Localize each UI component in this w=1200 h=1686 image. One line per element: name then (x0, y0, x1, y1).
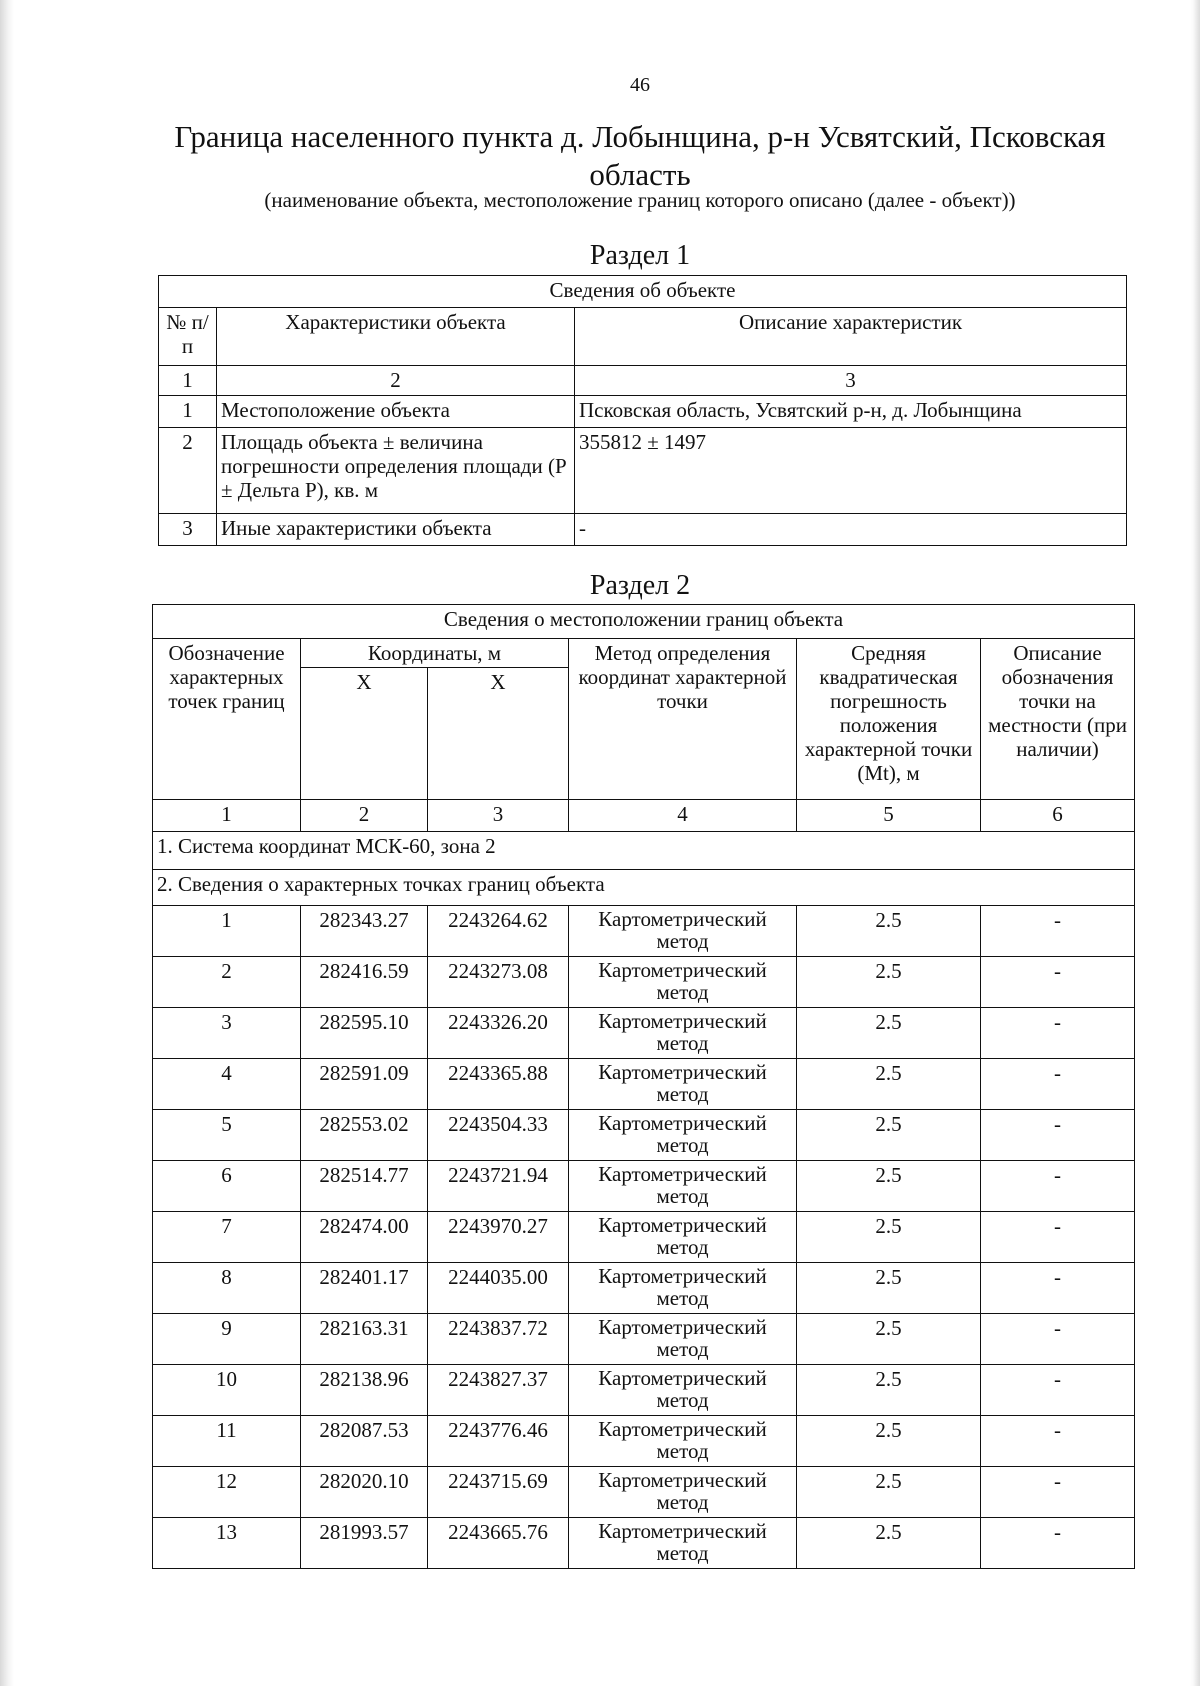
point-description: - (981, 1365, 1135, 1416)
point-method: Картометрический метод (569, 1314, 797, 1365)
point-x: 282416.59 (301, 957, 428, 1008)
table-row (153, 906, 1135, 957)
point-method: Картометрический метод (569, 1110, 797, 1161)
point-x: 282020.10 (301, 1467, 428, 1518)
characteristic-value: 355812 ± 1497 (575, 428, 1127, 514)
characteristic-name: Площадь объекта ± величина погрешности определения площади (Р ± Дельта Р), кв. м (217, 428, 575, 514)
point-method: Картометрический метод (569, 1467, 797, 1518)
point-method: Картометрический метод (569, 1161, 797, 1212)
point-x: 282087.53 (301, 1416, 428, 1467)
point-y: 2243721.94 (428, 1161, 569, 1212)
row-number: 3 (159, 514, 217, 546)
point-method: Картометрический метод (569, 906, 797, 957)
table-row (159, 396, 1127, 428)
section1-table-title: Сведения об объекте (159, 276, 1127, 308)
point-x: 282591.09 (301, 1059, 428, 1110)
point-y: 2243837.72 (428, 1314, 569, 1365)
page-number: 46 (630, 74, 650, 96)
point-method: Картометрический метод (569, 1008, 797, 1059)
point-description: - (981, 1110, 1135, 1161)
point-y: 2243970.27 (428, 1212, 569, 1263)
point-description: - (981, 1518, 1135, 1569)
section1-table (158, 275, 1127, 546)
point-x: 282553.02 (301, 1110, 428, 1161)
point-y: 2243365.88 (428, 1059, 569, 1110)
point-mt: 2.5 (797, 1263, 981, 1314)
table-row (153, 1110, 1135, 1161)
point-mt: 2.5 (797, 957, 981, 1008)
point-description: - (981, 1263, 1135, 1314)
point-id: 6 (153, 1161, 301, 1212)
col-number: 4 (569, 800, 797, 832)
document-title: Граница населенного пункта д. Лобынщина, р-н Усвятский, Псковская область (174, 119, 1106, 192)
point-id: 9 (153, 1314, 301, 1365)
header-characteristic: Характеристики объекта (217, 308, 575, 366)
header-x: X (301, 668, 428, 800)
point-x: 282401.17 (301, 1263, 428, 1314)
point-y: 2243715.69 (428, 1467, 569, 1518)
characteristic-value: Псковская область, Усвятский р-н, д. Лобынщина (575, 396, 1127, 428)
header-coordinates: Координаты, м (301, 639, 569, 668)
point-description: - (981, 906, 1135, 957)
point-y: 2244035.00 (428, 1263, 569, 1314)
point-description: - (981, 1467, 1135, 1518)
col-number: 1 (153, 800, 301, 832)
col-number: 6 (981, 800, 1135, 832)
col-number: 1 (159, 366, 217, 396)
header-designation: Обозначение характерных точек границ (153, 639, 301, 800)
table-row (153, 1161, 1135, 1212)
header-error: Средняя квадратическая погрешность положения характерной точки (Mt), м (797, 639, 981, 800)
table-row (153, 1314, 1135, 1365)
point-y: 2243326.20 (428, 1008, 569, 1059)
section1-heading: Раздел 1 (589, 240, 691, 271)
point-mt: 2.5 (797, 1161, 981, 1212)
point-y: 2243264.62 (428, 906, 569, 957)
table-row (153, 957, 1135, 1008)
coordinate-system-row: 1. Система координат МСК-60, зона 2 (153, 832, 1135, 870)
point-description: - (981, 1416, 1135, 1467)
point-id: 5 (153, 1110, 301, 1161)
table-row (153, 1467, 1135, 1518)
col-number: 2 (301, 800, 428, 832)
point-method: Картометрический метод (569, 957, 797, 1008)
point-mt: 2.5 (797, 1212, 981, 1263)
section2-table-title: Сведения о местоположении границ объекта (153, 605, 1135, 639)
table-row (153, 1365, 1135, 1416)
table-row (159, 428, 1127, 514)
section2-heading: Раздел 2 (589, 570, 691, 601)
point-id: 1 (153, 906, 301, 957)
header-method: Метод определения координат характерной точки (569, 639, 797, 800)
section2-table (152, 604, 1135, 1569)
point-method: Картометрический метод (569, 1365, 797, 1416)
col-number: 2 (217, 366, 575, 396)
point-x: 282163.31 (301, 1314, 428, 1365)
point-x: 282343.27 (301, 906, 428, 957)
col-number: 3 (575, 366, 1127, 396)
point-description: - (981, 957, 1135, 1008)
characteristic-name: Иные характеристики объекта (217, 514, 575, 546)
table-row (153, 1416, 1135, 1467)
point-y: 2243504.33 (428, 1110, 569, 1161)
point-x: 282474.00 (301, 1212, 428, 1263)
table-row (153, 1008, 1135, 1059)
point-description: - (981, 1314, 1135, 1365)
point-description: - (981, 1059, 1135, 1110)
point-mt: 2.5 (797, 1365, 981, 1416)
point-id: 7 (153, 1212, 301, 1263)
point-id: 8 (153, 1263, 301, 1314)
point-x: 281993.57 (301, 1518, 428, 1569)
points-section-row: 2. Сведения о характерных точках границ объекта (153, 870, 1135, 906)
point-id: 4 (153, 1059, 301, 1110)
point-x: 282514.77 (301, 1161, 428, 1212)
point-y: 2243776.46 (428, 1416, 569, 1467)
point-id: 11 (153, 1416, 301, 1467)
point-description: - (981, 1161, 1135, 1212)
point-x: 282138.96 (301, 1365, 428, 1416)
row-number: 1 (159, 396, 217, 428)
characteristic-name: Местоположение объекта (217, 396, 575, 428)
point-id: 3 (153, 1008, 301, 1059)
point-mt: 2.5 (797, 1416, 981, 1467)
point-y: 2243827.37 (428, 1365, 569, 1416)
header-description: Описание обозначения точки на местности (при наличии) (981, 639, 1135, 800)
point-method: Картометрический метод (569, 1518, 797, 1569)
point-id: 10 (153, 1365, 301, 1416)
point-mt: 2.5 (797, 1110, 981, 1161)
col-number: 3 (428, 800, 569, 832)
point-id: 12 (153, 1467, 301, 1518)
table-row (153, 1518, 1135, 1569)
point-mt: 2.5 (797, 1467, 981, 1518)
point-id: 2 (153, 957, 301, 1008)
table-row (153, 1263, 1135, 1314)
col-number: 5 (797, 800, 981, 832)
point-description: - (981, 1008, 1135, 1059)
document-subtitle: (наименование объекта, местоположение границ которого описано (далее - объект)) (264, 188, 1016, 212)
table-row (153, 1212, 1135, 1263)
point-id: 13 (153, 1518, 301, 1569)
point-method: Картометрический метод (569, 1416, 797, 1467)
point-method: Картометрический метод (569, 1059, 797, 1110)
point-mt: 2.5 (797, 1518, 981, 1569)
header-description: Описание характеристик (575, 308, 1127, 366)
point-mt: 2.5 (797, 906, 981, 957)
point-mt: 2.5 (797, 1314, 981, 1365)
point-y: 2243273.08 (428, 957, 569, 1008)
point-mt: 2.5 (797, 1059, 981, 1110)
table-row (159, 514, 1127, 546)
header-y: Х (428, 668, 569, 800)
point-method: Картометрический метод (569, 1212, 797, 1263)
point-description: - (981, 1212, 1135, 1263)
row-number: 2 (159, 428, 217, 514)
point-method: Картометрический метод (569, 1263, 797, 1314)
point-y: 2243665.76 (428, 1518, 569, 1569)
header-row-number: № п/п (159, 308, 217, 366)
characteristic-value: - (575, 514, 1127, 546)
table-row (153, 1059, 1135, 1110)
point-mt: 2.5 (797, 1008, 981, 1059)
point-x: 282595.10 (301, 1008, 428, 1059)
